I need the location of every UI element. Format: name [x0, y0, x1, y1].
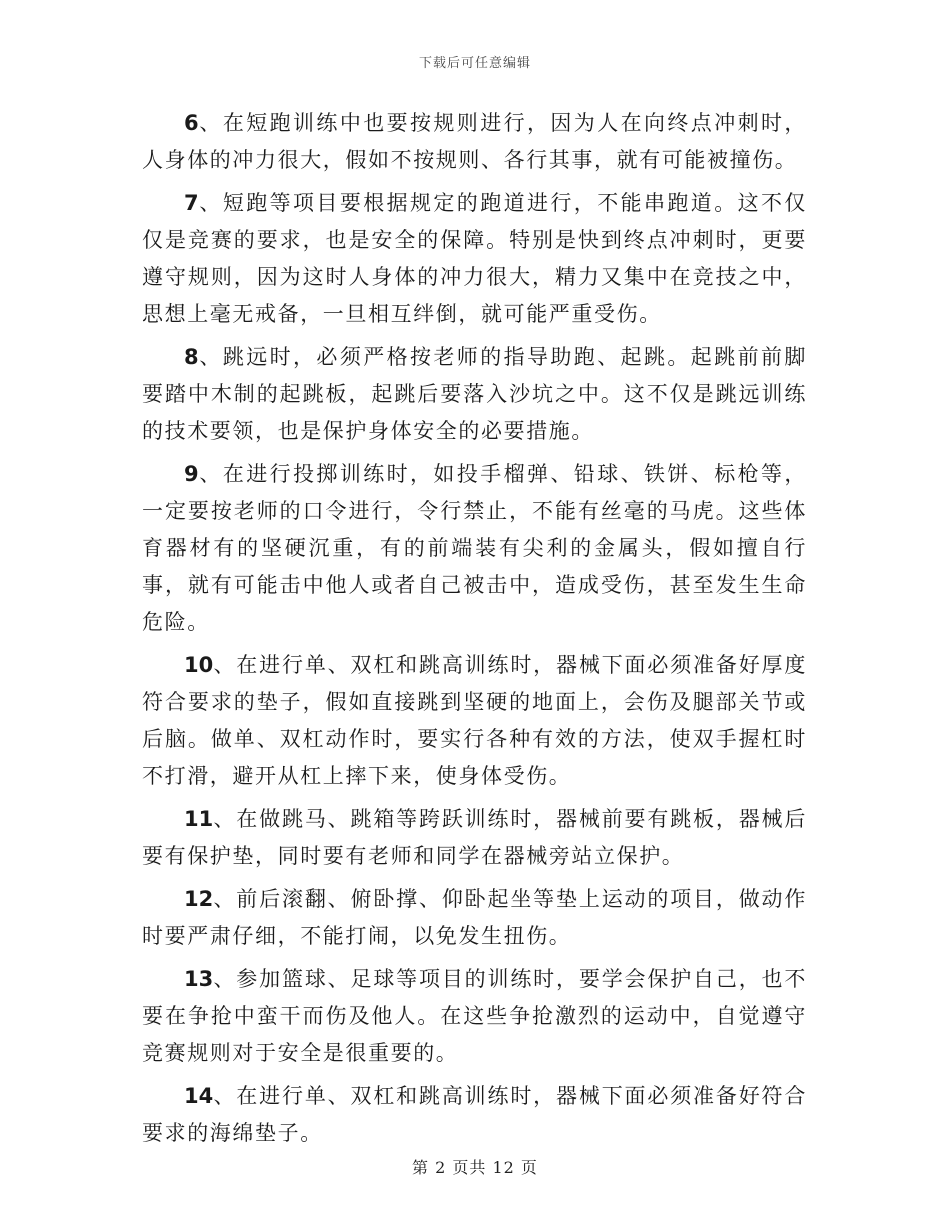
paragraph-text: 、在短跑训练中也要按规则进行，因为人在向终点冲刺时，人身体的冲力很大，假如不按规则、各行其事，就有可能被撞伤。: [142, 111, 807, 172]
paragraph-text: 、短跑等项目要根据规定的跑道进行，不能串跑道。这不仅仅是竞赛的要求，也是安全的保障。特别是快到终点冲刺时，更要遵守规则，因为这时人身体的冲力很大，精力又集中在竞技之中，思想上毫无戒备，一旦相互绊倒，就可能严重受伤。: [142, 191, 807, 326]
paragraph-6: [142, 105, 807, 179]
item-number: 6: [184, 111, 199, 135]
paragraph-text: 、在进行单、双杠和跳高训练时，器械下面必须准备好符合要求的海绵垫子。: [142, 1084, 807, 1145]
item-number: 14: [184, 1084, 214, 1108]
paragraph-text: 、在做跳马、跳箱等跨跃训练时，器械前要有跳板，器械后要有保护垫，同时要有老师和同学在器械旁站立保护。: [142, 807, 807, 868]
item-number: 9: [184, 462, 199, 486]
item-number: 7: [184, 191, 199, 215]
paragraph-text: 、跳远时，必须严格按老师的指导助跑、起跳。起跳前前脚要踏中木制的起跳板，起跳后要落入沙坑之中。这不仅是跳远训练的技术要领，也是保护身体安全的必要措施。: [142, 345, 807, 443]
page-header: 下载后可任意编辑: [418, 56, 531, 71]
paragraph-10: [142, 647, 807, 795]
paragraph-text: 、在进行投掷训练时，如投手榴弹、铅球、铁饼、标枪等，一定要按老师的口令进行，令行禁止，不能有丝毫的马虎。这些体育器材有的坚硬沉重，有的前端装有尖利的金属头，假如擅自行事，就有可能击中他人或者自己被击中，造成受伤，甚至发生生命危险。: [142, 462, 807, 634]
paragraph-14: [142, 1078, 807, 1152]
item-number: 11: [184, 807, 214, 831]
item-number: 13: [184, 967, 214, 991]
paragraph-12: [142, 881, 807, 955]
paragraph-11: [142, 801, 807, 875]
item-number: 8: [184, 345, 199, 369]
paragraph-13: [142, 961, 807, 1072]
item-number: 12: [184, 887, 214, 911]
paragraph-8: [142, 339, 807, 450]
paragraph-text: 、参加篮球、足球等项目的训练时，要学会保护自己，也不要在争抢中蛮干而伤及他人。在这些争抢激烈的运动中，自觉遵守竞赛规则对于安全是很重要的。: [142, 967, 807, 1065]
paragraph-7: [142, 185, 807, 333]
document-body: [142, 105, 807, 1158]
item-number: 10: [184, 653, 214, 677]
page-footer: 第 2 页共 12 页: [412, 1158, 538, 1177]
paragraph-9: [142, 456, 807, 641]
paragraph-text: 、在进行单、双杠和跳高训练时，器械下面必须准备好厚度符合要求的垫子，假如直接跳到坚硬的地面上，会伤及腿部关节或后脑。做单、双杠动作时，要实行各种有效的方法，使双手握杠时不打滑，避开从杠上摔下来，使身体受伤。: [142, 653, 807, 788]
paragraph-text: 、前后滚翻、俯卧撑、仰卧起坐等垫上运动的项目，做动作时要严肃仔细，不能打闹，以免发生扭伤。: [142, 887, 807, 948]
